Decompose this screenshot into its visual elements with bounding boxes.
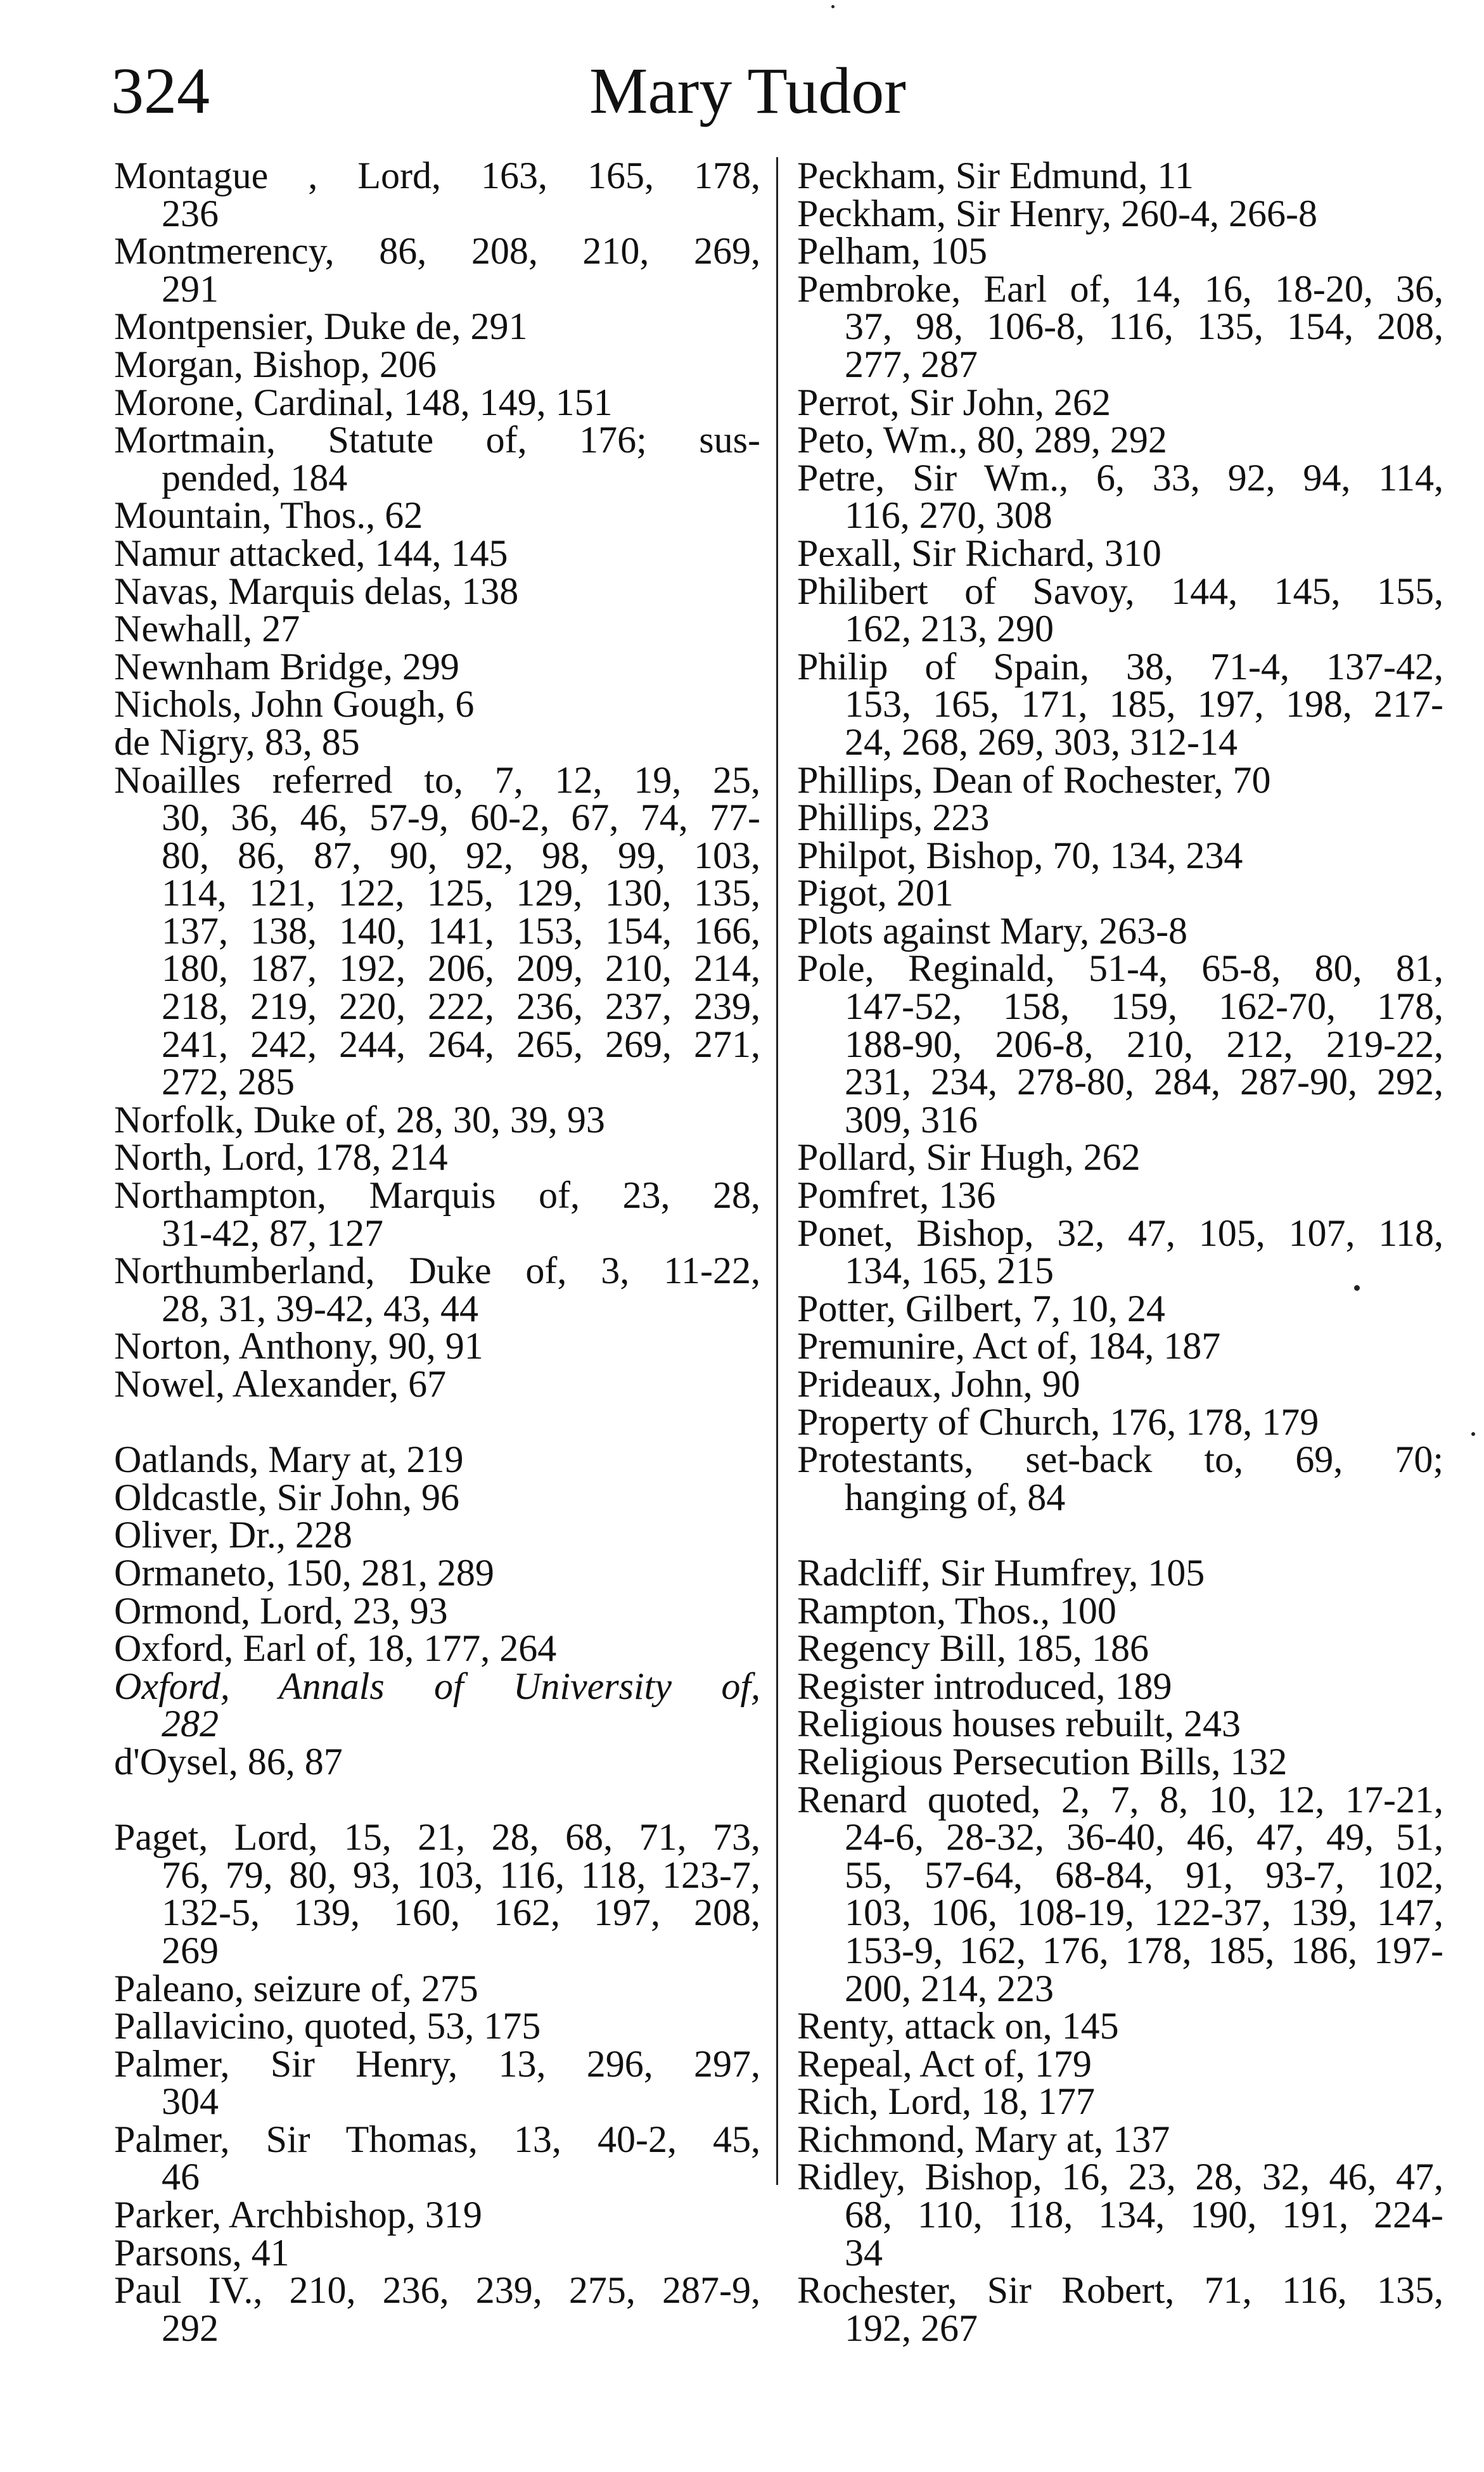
index-entry xyxy=(797,759,1443,801)
index-entry xyxy=(797,1589,1443,1632)
index-entry xyxy=(797,421,1443,459)
index-entry xyxy=(797,1174,1443,1217)
index-entry-line: 282 xyxy=(162,1703,219,1745)
index-entry-line: Peto, Wm., 80, 289, 292 xyxy=(797,419,1167,461)
index-entry xyxy=(114,645,760,688)
index-entry-line: Pallavicino, quoted, 53, 175 xyxy=(114,2005,541,2047)
index-entry xyxy=(114,230,760,310)
index-entry-line: 241, 242, 244, 264, 265, 269, 271, xyxy=(162,1023,760,1065)
index-entry-line: 162, 213, 290 xyxy=(845,608,1054,650)
index-entry-line: 269 xyxy=(162,1929,219,1971)
index-entry-line: Oxford, Annals of University of, xyxy=(114,1665,760,1707)
index-entry-line: Paleano, seizure of, 275 xyxy=(114,1967,478,2009)
index-entry-line: 37, 98, 106-8, 116, 135, 154, 208, xyxy=(845,305,1443,348)
index-entry xyxy=(797,1778,1443,2009)
index-entry-line: Parker, Archbishop, 319 xyxy=(114,2194,482,2236)
index-entry-line: Petre, Sir Wm., 6, 33, 92, 94, 114, xyxy=(797,456,1443,499)
index-entry-line: Northumberland, Duke of, 3, 11-22, xyxy=(114,1250,760,1292)
index-entry xyxy=(114,1325,760,1367)
index-entry-line: 192, 267 xyxy=(845,2307,978,2349)
index-column-right xyxy=(797,157,1443,2347)
index-entry-line: Religious houses rebuilt, 243 xyxy=(797,1703,1241,1745)
index-entry-line: 188-90, 206-8, 210, 212, 219-22, xyxy=(845,1023,1443,1065)
index-entry-line: Montpensier, Duke de, 291 xyxy=(114,305,528,348)
index-entry-line: 114, 121, 122, 125, 129, 130, 135, xyxy=(162,872,760,914)
index-entry-line: Newnham Bridge, 299 xyxy=(114,645,459,688)
index-entry-line: Montmerency, 86, 208, 210, 269, xyxy=(114,230,760,272)
index-entry-line: 28, 31, 39-42, 43, 44 xyxy=(162,1287,478,1329)
index-entry xyxy=(114,343,760,385)
index-entry-line: 231, 234, 278-80, 284, 287-90, 292, xyxy=(845,1061,1443,1103)
index-entry-line: Plots against Mary, 263-8 xyxy=(797,909,1188,952)
index-entry xyxy=(797,834,1443,876)
index-entry xyxy=(114,1174,760,1254)
index-entry-line: hanging of, 84 xyxy=(845,1476,1066,1518)
index-entry-line: 30, 36, 46, 57-9, 60-2, 67, 74, 77- xyxy=(162,797,760,839)
index-entry-line: Protestants, set-back to, 69, 70; xyxy=(797,1438,1443,1481)
index-entry-line: Palmer, Sir Thomas, 13, 40-2, 45, xyxy=(114,2118,760,2160)
index-entry-line: Prideaux, John, 90 xyxy=(797,1363,1080,1405)
index-entry-line: Pole, Reginald, 51-4, 65-8, 80, 81, xyxy=(797,947,1443,990)
index-entry-line: Perrot, Sir John, 262 xyxy=(797,381,1111,423)
index-entry xyxy=(114,683,760,726)
index-entry xyxy=(797,2080,1443,2123)
index-entry-line: Philip of Spain, 38, 71-4, 137-42, xyxy=(797,645,1443,688)
index-entry-line: 103, 106, 108-19, 122-37, 139, 147, xyxy=(845,1892,1443,1934)
index-entry-line: Philpot, Bishop, 70, 134, 234 xyxy=(797,834,1243,876)
index-entry-line: Register introduced, 189 xyxy=(797,1665,1172,1707)
index-entry-line: Oldcastle, Sir John, 96 xyxy=(114,1476,459,1518)
print-speck xyxy=(1354,1285,1360,1291)
index-entry-line: 46 xyxy=(162,2156,200,2198)
index-entry xyxy=(797,532,1443,574)
index-entry xyxy=(797,799,1443,837)
index-entry-line: Pelham, 105 xyxy=(797,230,987,272)
index-entry xyxy=(797,2005,1443,2047)
index-entry xyxy=(114,2196,760,2234)
index-entry xyxy=(797,192,1443,234)
index-entry-line: 116, 270, 308 xyxy=(845,494,1052,537)
index-entry-line: Pollard, Sir Hugh, 262 xyxy=(797,1136,1141,1179)
index-entry-line: Paget, Lord, 15, 21, 28, 68, 71, 73, xyxy=(114,1816,760,1859)
index-entry-line: 76, 79, 80, 93, 103, 116, 118, 123-7, xyxy=(162,1854,760,1896)
index-entry xyxy=(114,720,760,763)
index-entry xyxy=(797,1136,1443,1179)
column-divider xyxy=(776,157,778,2185)
index-entry-line: Namur attacked, 144, 145 xyxy=(114,532,508,574)
index-column-left xyxy=(114,157,760,2347)
index-entry-line: Parsons, 41 xyxy=(114,2231,290,2274)
index-entry xyxy=(114,1627,760,1670)
index-entry xyxy=(114,1363,760,1405)
index-entry-line: Oliver, Dr., 228 xyxy=(114,1514,352,1556)
index-entry-line: Religious Persecution Bills, 132 xyxy=(797,1740,1288,1783)
index-entry-line: Renty, attack on, 145 xyxy=(797,2005,1119,2047)
index-entry xyxy=(797,570,1443,650)
print-speck xyxy=(1471,1432,1475,1436)
index-entry xyxy=(797,1438,1443,1518)
index-entry-line: d'Oysel, 86, 87 xyxy=(114,1740,343,1783)
page-title: Mary Tudor xyxy=(589,54,906,127)
index-entry-line: 68, 110, 118, 134, 190, 191, 224- xyxy=(845,2194,1443,2236)
index-entry-line: Peckham, Sir Edmund, 11 xyxy=(797,155,1194,196)
index-entry-line: Palmer, Sir Henry, 13, 296, 297, xyxy=(114,2042,760,2085)
index-entry xyxy=(797,1740,1443,1783)
index-entry xyxy=(114,1551,760,1594)
index-entry xyxy=(114,1816,760,1971)
index-entry-line: Ormaneto, 150, 281, 289 xyxy=(114,1551,494,1594)
index-entry-line: de Nigry, 83, 85 xyxy=(114,720,360,763)
index-entry xyxy=(114,570,760,612)
index-entry xyxy=(114,1438,760,1481)
index-entry xyxy=(114,2042,760,2123)
index-entry xyxy=(797,456,1443,537)
index-entry-line: 31-42, 87, 127 xyxy=(162,1212,383,1254)
index-entry-line: Pigot, 201 xyxy=(797,872,954,914)
index-entry-line: 200, 214, 223 xyxy=(845,1967,1054,2009)
index-entry xyxy=(114,1967,760,2009)
index-entry xyxy=(797,1325,1443,1367)
index-entry-line: 55, 57-64, 68-84, 91, 93-7, 102, xyxy=(845,1854,1443,1896)
index-entry-line: Navas, Marquis delas, 138 xyxy=(114,570,519,612)
index-entry-line: Oatlands, Mary at, 219 xyxy=(114,1438,464,1481)
index-entry-line: Paul IV., 210, 236, 239, 275, 287-9, xyxy=(114,2269,760,2312)
index-entry xyxy=(114,1136,760,1179)
index-entry-line: Renard quoted, 2, 7, 8, 10, 12, 17-21, xyxy=(797,1778,1443,1821)
index-entry xyxy=(797,947,1443,1141)
index-entry-line: 153, 165, 171, 185, 197, 198, 217- xyxy=(845,683,1443,726)
index-entry-line: 80, 86, 87, 90, 92, 98, 99, 103, xyxy=(162,834,760,876)
index-entry xyxy=(114,2231,760,2274)
index-entry-line: North, Lord, 178, 214 xyxy=(114,1136,448,1179)
index-entry xyxy=(797,874,1443,913)
index-entry-line: Newhall, 27 xyxy=(114,608,300,650)
index-entry xyxy=(114,2005,760,2047)
index-entry xyxy=(797,1400,1443,1443)
index-entry xyxy=(797,1287,1443,1329)
index-entry-line: Pembroke, Earl of, 14, 16, 18-20, 36, xyxy=(797,267,1443,310)
index-entry xyxy=(797,2042,1443,2085)
index-entry-line: 272, 285 xyxy=(162,1061,295,1103)
index-entry-line: Ridley, Bishop, 16, 23, 28, 32, 46, 47, xyxy=(797,2156,1443,2198)
index-entry-line: Nowel, Alexander, 67 xyxy=(114,1363,447,1405)
index-entry-line: Ponet, Bishop, 32, 47, 105, 107, 118, xyxy=(797,1212,1443,1254)
index-entry-line: 132-5, 139, 160, 162, 197, 208, xyxy=(162,1892,760,1934)
index-entry-line: 180, 187, 192, 206, 209, 210, 214, xyxy=(162,947,760,990)
index-entry xyxy=(114,1665,760,1745)
index-entry xyxy=(114,2269,760,2349)
index-entry-line: 134, 165, 215 xyxy=(845,1250,1054,1292)
index-entry-line: Premunire, Act of, 184, 187 xyxy=(797,1325,1221,1367)
index-entry-line: Repeal, Act of, 179 xyxy=(797,2042,1092,2085)
index-entry xyxy=(797,267,1443,385)
index-entry-line: 34 xyxy=(845,2231,883,2274)
index-entry-line: Norton, Anthony, 90, 91 xyxy=(114,1325,483,1367)
index-entry-line: Rochester, Sir Robert, 71, 116, 135, xyxy=(797,2269,1443,2312)
index-entry xyxy=(797,1705,1443,1743)
index-entry xyxy=(797,157,1443,195)
index-entry xyxy=(797,1212,1443,1292)
index-entry-line: Oxford, Earl of, 18, 177, 264 xyxy=(114,1627,557,1670)
index-entry-line: Northampton, Marquis of, 23, 28, xyxy=(114,1174,760,1217)
print-speck xyxy=(831,5,835,8)
index-entry-line: Rampton, Thos., 100 xyxy=(797,1589,1116,1632)
index-entry xyxy=(797,1551,1443,1594)
index-entry xyxy=(114,610,760,648)
index-entry-line: Mortmain, Statute of, 176; sus- xyxy=(114,419,760,461)
index-entry-line: Morgan, Bishop, 206 xyxy=(114,343,437,385)
index-entry xyxy=(114,1098,760,1141)
index-entry-line: Norfolk, Duke of, 28, 30, 39, 93 xyxy=(114,1098,605,1141)
index-entry xyxy=(114,1516,760,1554)
index-entry-line: 24-6, 28-32, 36-40, 46, 47, 49, 51, xyxy=(845,1816,1443,1859)
index-entry xyxy=(114,381,760,423)
index-entry xyxy=(114,494,760,537)
index-entry-line: Phillips, Dean of Rochester, 70 xyxy=(797,759,1271,801)
index-entry-line: 24, 268, 269, 303, 312-14 xyxy=(845,720,1238,763)
index-entry xyxy=(114,532,760,574)
index-entry xyxy=(114,759,760,1103)
index-entry-line: 218, 219, 220, 222, 236, 237, 239, xyxy=(162,985,760,1028)
index-entry-line: Pexall, Sir Richard, 310 xyxy=(797,532,1161,574)
index-entry xyxy=(797,1363,1443,1405)
index-entry-line: Potter, Gilbert, 7, 10, 24 xyxy=(797,1287,1165,1329)
index-entry xyxy=(797,2118,1443,2160)
index-entry xyxy=(797,230,1443,272)
index-entry-line: 236 xyxy=(162,192,219,234)
index-entry-line: 309, 316 xyxy=(845,1098,978,1141)
page-number: 324 xyxy=(111,54,210,127)
index-entry-line: pended, 184 xyxy=(162,456,348,499)
index-entry-line: 147-52, 158, 159, 162-70, 178, xyxy=(845,985,1443,1028)
index-entry-line: 153-9, 162, 176, 178, 185, 186, 197- xyxy=(845,1929,1443,1971)
index-entry-line: 292 xyxy=(162,2307,219,2349)
index-entry xyxy=(797,1665,1443,1707)
index-entry-line: Radcliff, Sir Humfrey, 105 xyxy=(797,1551,1205,1594)
index-entry xyxy=(114,1252,760,1328)
index-entry-line: Rich, Lord, 18, 177 xyxy=(797,2080,1095,2123)
index-entry-line: Phillips, 223 xyxy=(797,797,990,839)
index-entry-line: Ormond, Lord, 23, 93 xyxy=(114,1589,448,1632)
index-entry xyxy=(114,157,760,233)
index-entry-line: 304 xyxy=(162,2080,219,2123)
index-entry-line: Regency Bill, 185, 186 xyxy=(797,1627,1149,1670)
index-entry-line: Montague , Lord, 163, 165, 178, xyxy=(114,155,760,196)
index-entry xyxy=(797,909,1443,952)
index-entry xyxy=(797,645,1443,763)
index-entry xyxy=(797,2158,1443,2272)
index-entry-line: 137, 138, 140, 141, 153, 154, 166, xyxy=(162,909,760,952)
index-entry-line: Mountain, Thos., 62 xyxy=(114,494,423,537)
index-entry xyxy=(114,1589,760,1632)
index-entry xyxy=(114,1476,760,1518)
index-entry-line: 277, 287 xyxy=(845,343,978,385)
index-entry-line: Noailles referred to, 7, 12, 19, 25, xyxy=(114,759,760,801)
index-entry-line: Property of Church, 176, 178, 179 xyxy=(797,1400,1319,1443)
index-entry xyxy=(797,1627,1443,1670)
index-entry-line: Philibert of Savoy, 144, 145, 155, xyxy=(797,570,1443,612)
index-entry xyxy=(114,1740,760,1783)
index-entry xyxy=(114,421,760,497)
index-entry xyxy=(114,305,760,348)
index-entry-line: Richmond, Mary at, 137 xyxy=(797,2118,1170,2160)
index-entry xyxy=(797,2269,1443,2349)
index-entry-line: Pomfret, 136 xyxy=(797,1174,996,1217)
index-entry-line: 291 xyxy=(162,267,219,310)
index-entry xyxy=(797,381,1443,423)
index-entry xyxy=(114,2118,760,2198)
index-entry-line: Peckham, Sir Henry, 260-4, 266-8 xyxy=(797,192,1317,234)
index-entry-line: Nichols, John Gough, 6 xyxy=(114,683,475,726)
index-entry-line: Morone, Cardinal, 148, 149, 151 xyxy=(114,381,613,423)
